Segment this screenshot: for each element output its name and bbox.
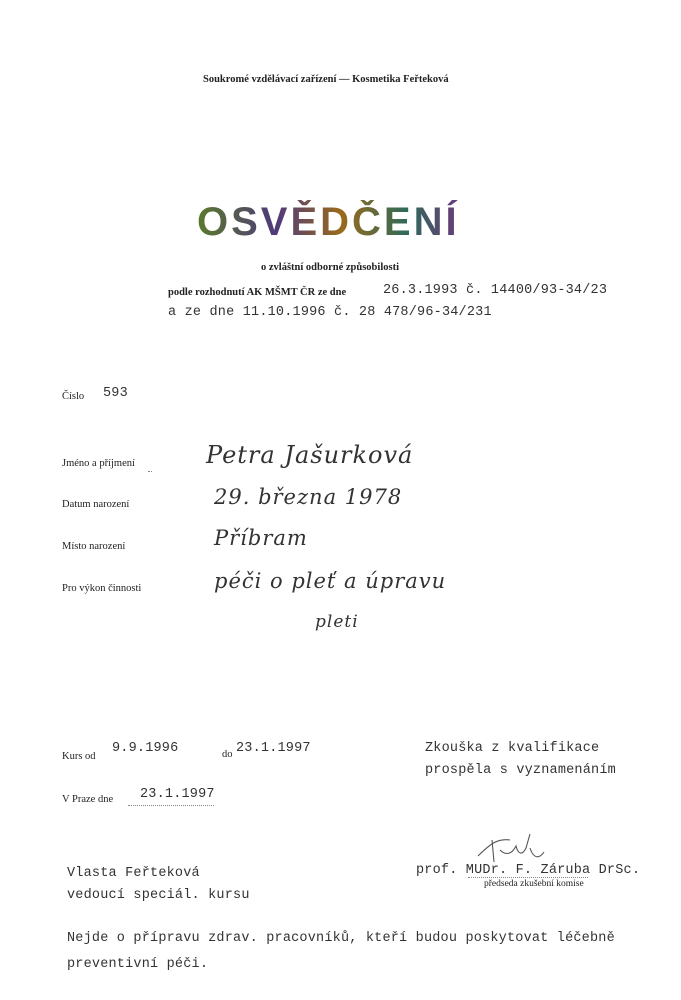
place-dots [128, 804, 214, 806]
course-to-label: do [222, 749, 233, 760]
left-signatory-role: vedoucí speciál. kursu [67, 888, 250, 903]
institution-header: Soukromé vzdělávací zařízení — Kosmetika Feřteková [203, 74, 449, 85]
decision-date-1: 26.3.1993 č. 14400/93-34/23 [383, 283, 608, 298]
certificate-title: OSVĚDČENÍ [197, 200, 460, 244]
right-signatory-name: prof. MUDr. F. Záruba DrSc. [416, 863, 641, 878]
name-value: Petra Jašurková [206, 441, 414, 469]
certificate-subtitle: o zvláštní odborné způsobilosti [261, 262, 399, 273]
left-signatory-name: Vlasta Feřteková [67, 866, 200, 881]
pob-value: Příbram [214, 526, 308, 550]
place-label: V Praze dne [62, 794, 114, 805]
pob-label: Místo narození [62, 541, 126, 552]
decision-line-2: a ze dne 11.10.1996 č. 28 478/96-34/231 [168, 305, 492, 320]
activity-label: Pro výkon činnosti [62, 583, 142, 594]
activity-value-2: pleti [315, 612, 359, 632]
result-line-1: Zkouška z kvalifikace [425, 741, 600, 756]
activity-value-1: péči o pleť a úpravu [214, 569, 447, 593]
name-label: Jméno a příjmení [62, 458, 135, 469]
right-signatory-role: předseda zkušební komise [484, 879, 584, 889]
dob-label: Datum narození [62, 499, 130, 510]
number-value: 593 [103, 386, 128, 401]
course-from-value: 9.9.1996 [112, 741, 179, 756]
note-line-2: preventivní péči. [67, 957, 209, 972]
course-from-label: Kurs od [62, 751, 96, 762]
right-signatory-dots [468, 876, 588, 878]
note-line-1: Nejde o přípravu zdrav. pracovníků, kteří budou poskytovat léčebně [67, 931, 615, 946]
course-to-value: 23.1.1997 [236, 741, 311, 756]
number-label: Číslo [62, 391, 85, 402]
decision-prefix: podle rozhodnutí AK MŠMT ČR ze dne [168, 287, 347, 298]
name-dots [148, 470, 152, 472]
result-line-2: prospěla s vyznamenáním [425, 763, 616, 778]
dob-value: 29. března 1978 [214, 485, 403, 509]
place-value: 23.1.1997 [140, 787, 215, 802]
